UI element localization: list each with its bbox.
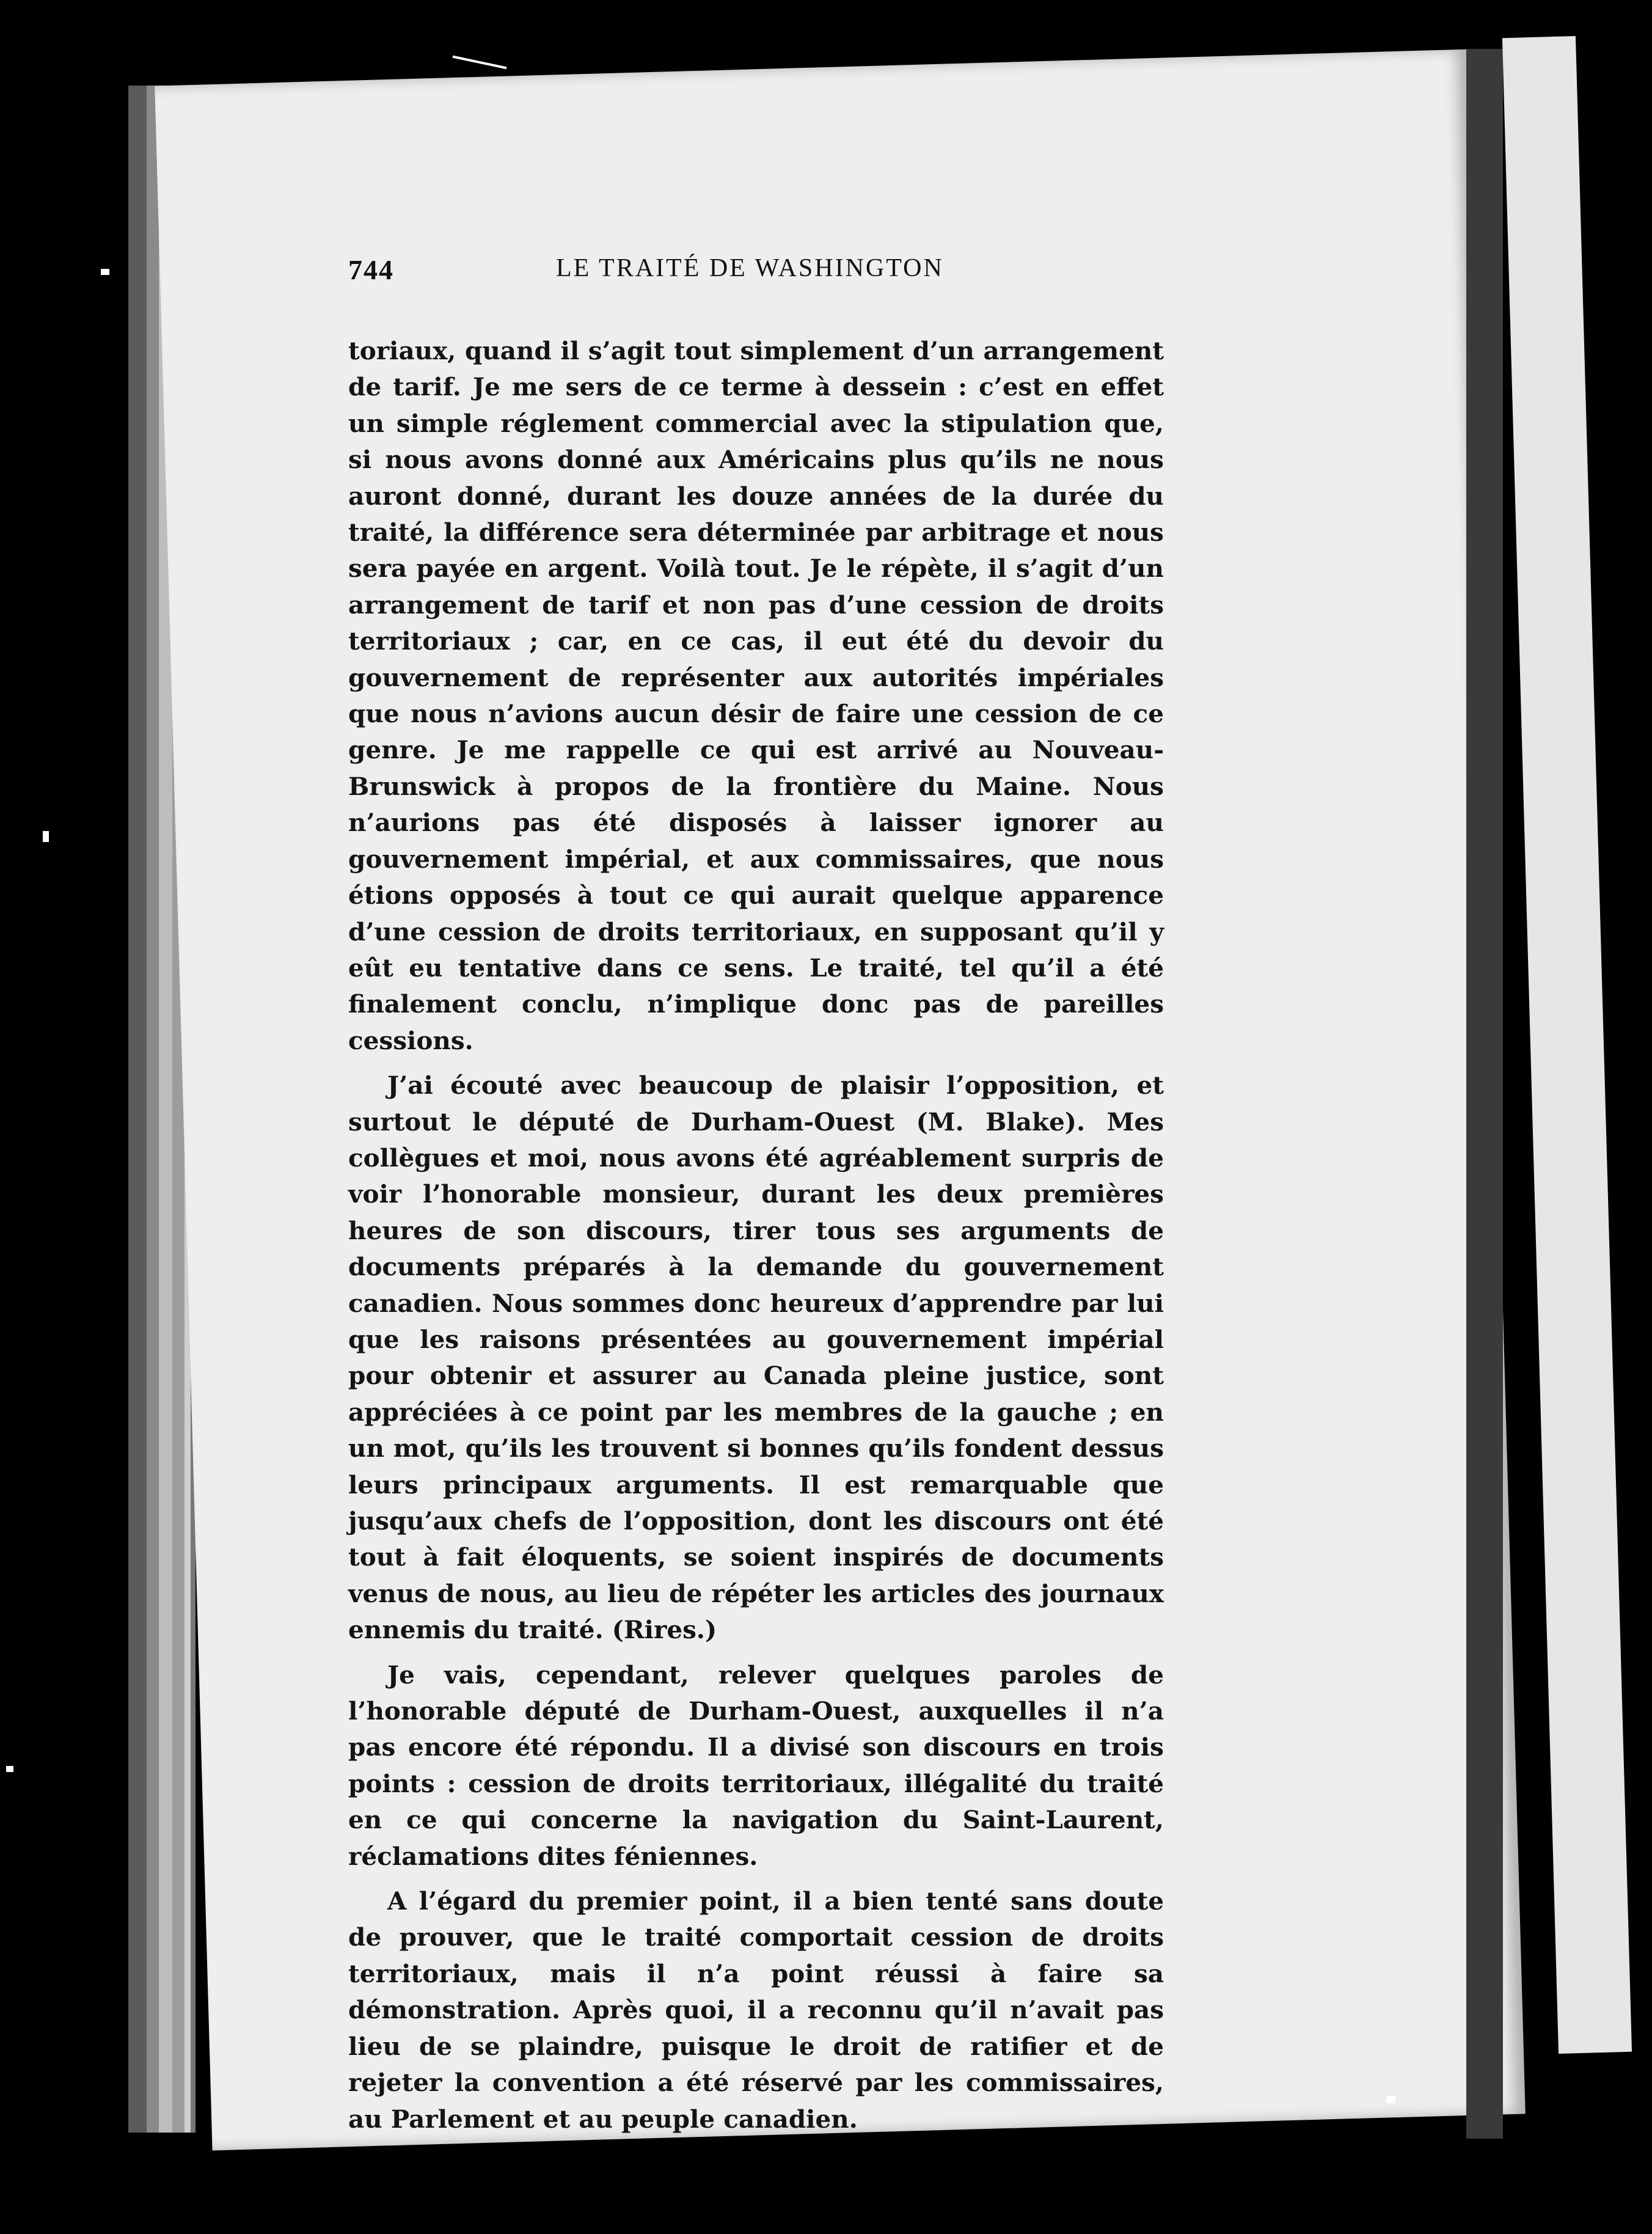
page-edge xyxy=(128,86,147,2133)
paragraph: A l’égard du premier point, il a bien tenté sans doute de prouver, que le traité comportait cession de droits territoriaux, mais il n’a point réussi à faire sa démonstration. Après quoi, il a reconnu qu’il n’avait pas lieu de se plaindre, puisque le droit de ratifier et de rejeter la convention a été réservé par les commissaires, au Parlement et au peuple canadien. xyxy=(348,1886,1164,2134)
facing-page-edge xyxy=(1502,36,1632,2054)
paragraph: toriaux, quand il s’agit tout simplement d’un arrangement de tarif. Je me sers de ce terme à dessein : c’est en effet un simple réglement commercial avec la stipulation que, si nous avons donné aux Américains plus qu’ils ne nous auront donné, durant les douze années de la durée du traité, la différence sera déterminée par arbitrage et nous sera payée en argent. Voilà tout. Je le répète, il s’agit d’un arrangement de tarif et non pas d’une cession de droits territoriaux ; car, en ce cas, il eut été du devoir du gouvernement de représenter aux autorités impériales que nous n’avions aucun désir de faire une cession de ce genre. Je me rappelle ce qui est arrivé au Nouveau-Brunswick à propos de la frontière du Maine. Nous n’aurions pas été disposés à laisser ignorer au gouvernement impérial, et aux commissaires, que nous étions opposés à tout ce qui aurait quelque apparence d’une cession de droits territoriaux, en supposant qu’il y eût eu tentative dans ce sens. Le traité, tel qu’il a été finalement conclu, n’implique donc pas de pareilles cessions. xyxy=(348,336,1164,1055)
paragraph: J’ai écouté avec beaucoup de plaisir l’opposition, et surtout le député de Durham-Ouest (M. Blake). Mes collègues et moi, nous avons été agréablement surpris de voir l’honorable monsieur, durant les deux premières heures de son discours, tirer tous ses arguments de documents préparés à la demande du gouvernement canadien. Nous sommes donc heureux d’apprendre par lui que les raisons présentées au gouvernement impérial pour obtenir et assurer au Canada pleine justice, sont appréciées à ce point par les membres de la gauche ; en un mot, qu’ils les trouvent si bonnes qu’ils fondent dessus leurs principaux arguments. Il est remarquable que jusqu’aux chefs de l’opposition, dont les discours ont été tout à fait éloquents, se soient inspirés de documents venus de nous, au lieu de répéter les articles des journaux ennemis du traité. (Rires.) xyxy=(348,1071,1164,1645)
gutter-shadow xyxy=(1466,49,1503,2139)
body-text xyxy=(348,333,1164,2146)
dust-speck xyxy=(1387,2096,1395,2103)
dust-speck xyxy=(6,1766,13,1772)
dust-speck xyxy=(453,56,507,70)
page-number: 744 xyxy=(348,254,394,285)
running-title: LE TRAITÉ DE WASHINGTON xyxy=(556,254,944,282)
page-edge xyxy=(147,86,159,2133)
dust-speck xyxy=(43,831,49,842)
dust-speck xyxy=(101,269,109,275)
paragraph: Je vais, cependant, relever quelques paroles de l’honorable député de Durham-Ouest, auxquelles il n’a pas encore été répondu. Il a divisé son discours en trois points : cession de droits territoriaux, illégalité du traité en ce qui concerne la navigation du Saint-Laurent, réclamations dites féniennes. xyxy=(348,1660,1164,1871)
